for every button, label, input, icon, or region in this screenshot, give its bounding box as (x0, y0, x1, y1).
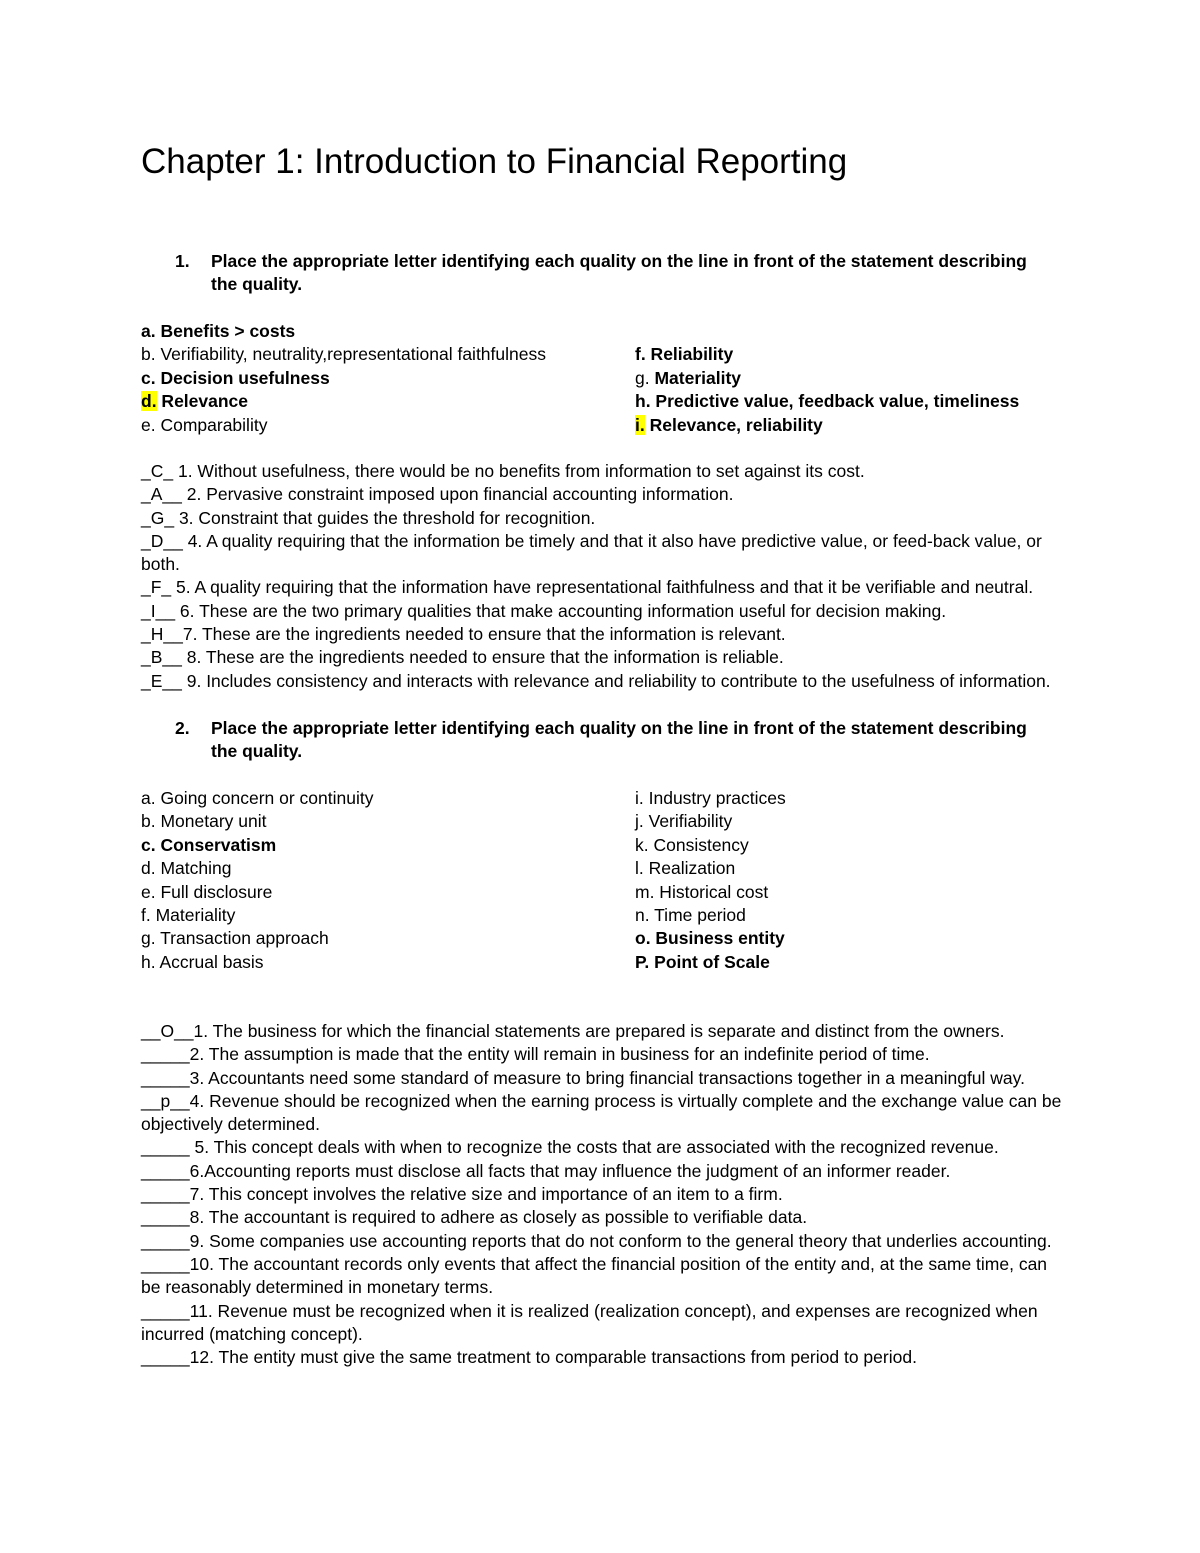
option-c: c. Decision usefulness (141, 367, 330, 388)
option-g-letter: g. (635, 367, 650, 388)
statement-line: _____2. The assumption is made that the entity will remain in business for an indefinite period of time. (141, 1044, 930, 1065)
option-h: h. Accrual basis (141, 951, 264, 972)
statement-line: __p__4. Revenue should be recognized when the earning process is virtually complete and the exchange value can be objectively determined. (141, 1090, 1062, 1135)
statement-line: __O__1. The business for which the financial statements are prepared is separate and distinct from the owners. (141, 1021, 1005, 1041)
option-j: j. Verifiability (635, 811, 733, 832)
statement-line: _I__ 6. These are the two primary qualities that make accounting information useful for decision making. (141, 600, 947, 621)
option-m: m. Historical cost (635, 881, 769, 902)
statement-line: _A__ 2. Pervasive constraint imposed upon financial accounting information. (141, 484, 734, 505)
option-row (141, 834, 1061, 857)
option-row (141, 881, 1061, 904)
statement-line: _D__ 4. A quality requiring that the information be timely and that it also have predictive value, or feed-back value, or both. (141, 530, 1042, 575)
option-p: P. Point of Scale (635, 951, 770, 972)
option-c: c. Conservatism (141, 834, 277, 855)
statement-line: _____7. This concept involves the relative size and importance of an item to a firm. (141, 1184, 783, 1205)
question-1-number: 1. (175, 251, 190, 271)
question-1-text: Place the appropriate letter identifying each quality on the line in front of the statement describing the quality. (211, 251, 1027, 294)
statement-line: _____10. The accountant records only events that affect the financial position of the entity and, at the same time, can be reasonably determined in monetary terms. (141, 1253, 1048, 1298)
option-i-text: Relevance, reliability (644, 414, 823, 435)
option-g: g. Transaction approach (141, 928, 329, 949)
option-i: i. Industry practices (635, 788, 786, 808)
option-row (141, 904, 1061, 927)
option-row (141, 414, 1061, 437)
option-d: d. Matching (141, 858, 232, 879)
option-row (141, 810, 1061, 833)
question-2-options (141, 787, 1061, 974)
option-row (141, 367, 1061, 390)
statement-line: _C_ 1. Without usefulness, there would be no benefits from information to set against its cost. (141, 461, 865, 481)
question-1-statements (141, 460, 1066, 693)
question-1-options (141, 320, 1061, 437)
option-b: b. Monetary unit (141, 811, 267, 832)
statement-line: _E__ 9. Includes consistency and interacts with relevance and reliability to contribute to the usefulness of information. (141, 670, 1051, 691)
question-1-prompt (141, 250, 1041, 296)
statement-line: _____ 5. This concept deals with when to recognize the costs that are associated with the recognized revenue. (141, 1137, 999, 1158)
option-i (635, 414, 1055, 437)
option-n: n. Time period (635, 904, 746, 925)
option-e: e. Comparability (141, 414, 268, 435)
statement-line: _____9. Some companies use accounting reports that do not conform to the general theory that underlies accounting. (141, 1230, 1052, 1251)
option-d-text: Relevance (156, 391, 249, 412)
statement-line: _____6.Accounting reports must disclose all facts that may influence the judgment of an informer reader. (141, 1160, 951, 1181)
option-d-letter: d. (141, 391, 157, 412)
statement-line: _G_ 3. Constraint that guides the threshold for recognition. (141, 507, 596, 528)
statement-line: _____8. The accountant is required to adhere as closely as possible to verifiable data. (141, 1207, 808, 1228)
option-e: e. Full disclosure (141, 881, 273, 902)
option-g (635, 367, 1055, 390)
option-o: o. Business entity (635, 928, 785, 949)
option-f: f. Reliability (635, 344, 734, 365)
question-2-prompt (141, 717, 1041, 763)
option-row (141, 927, 1061, 950)
statement-line: _B__ 8. These are the ingredients needed to ensure that the information is reliable. (141, 647, 784, 668)
option-k: k. Consistency (635, 834, 749, 855)
question-2-number: 2. (175, 718, 190, 738)
option-f: f. Materiality (141, 904, 236, 925)
option-row (141, 951, 1061, 974)
option-h: h. Predictive value, feedback value, timeliness (635, 391, 1020, 412)
option-i-letter: i. (635, 414, 645, 435)
option-row (141, 390, 1061, 413)
statement-line: _____11. Revenue must be recognized when it is realized (realization concept), and expenses are recognized when incurred (matching concept). (141, 1300, 1038, 1344)
option-row (141, 787, 1061, 810)
statement-line: _____3. Accountants need some standard of measure to bring financial transactions together in a meaningful way. (141, 1067, 1025, 1088)
option-row (141, 857, 1061, 880)
statement-line: _____12. The entity must give the same treatment to comparable transactions from period to period. (141, 1347, 917, 1368)
option-a: a. Benefits > costs (141, 321, 296, 341)
statement-line: _H__7. These are the ingredients needed to ensure that the information is relevant. (141, 624, 786, 645)
option-b: b. Verifiability, neutrality,representational faithfulness (141, 344, 546, 365)
option-l: l. Realization (635, 858, 736, 879)
question-2-text: Place the appropriate letter identifying each quality on the line in front of the statement describing the quality. (211, 718, 1027, 761)
statement-line: _F_ 5. A quality requiring that the information have representational faithfulness and that it be verifiable and neutral. (141, 577, 1034, 598)
option-g-text: Materiality (649, 367, 742, 388)
option-d (141, 390, 635, 413)
question-2-statements (141, 1020, 1066, 1369)
option-row (141, 343, 1061, 366)
page-title: Chapter 1: Introduction to Financial Reporting (141, 142, 848, 181)
option-a: a. Going concern or continuity (141, 788, 374, 808)
option-row (141, 320, 1061, 343)
